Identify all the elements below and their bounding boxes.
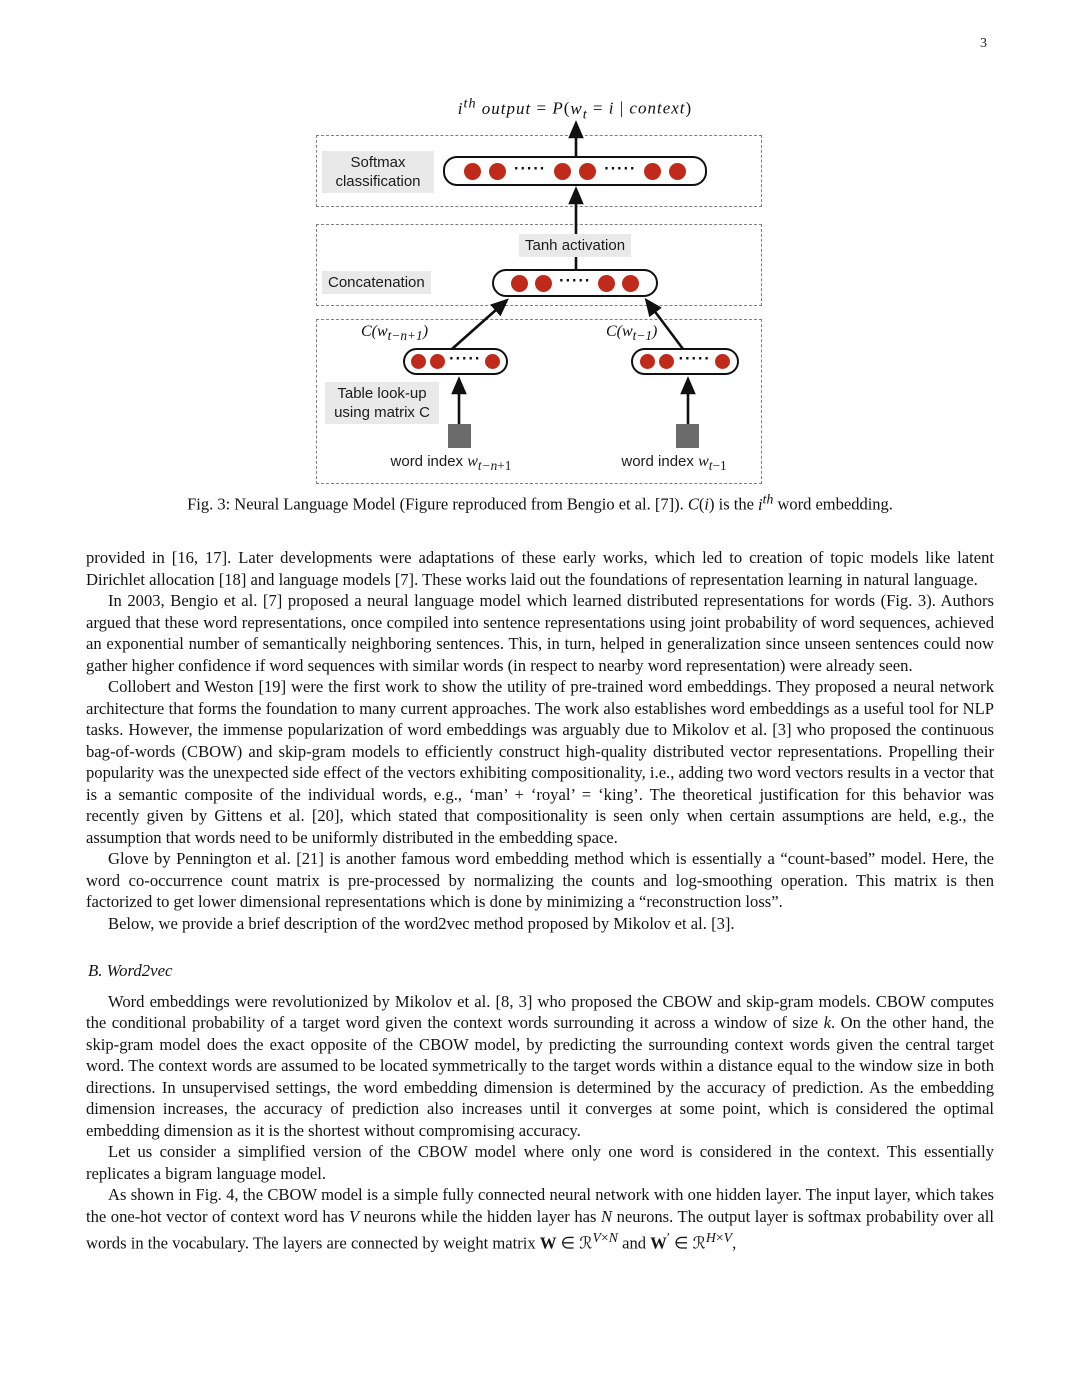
neuron-dot (669, 163, 686, 180)
neuron-dot (411, 354, 426, 369)
word-index-left-label: word index $w_{t-n+1}$ (390, 453, 512, 474)
tanh-activation-label: Tanh activation (519, 234, 631, 257)
neuron-dot (485, 354, 500, 369)
neuron-dot (511, 275, 528, 292)
neuron-dot (579, 163, 596, 180)
neuron-dot (489, 163, 506, 180)
neuron-dot (598, 275, 615, 292)
word-index-right-square (676, 424, 699, 448)
section-heading-word2vec: B. Word2vec (88, 961, 173, 980)
body-paragraph: Let us consider a simplified version of the CBOW model where only one word is considered in the context. This essentially replicates a bigram language model. (86, 1142, 994, 1183)
page-number: 3 (980, 36, 987, 51)
body-paragraph: Word embeddings were revolutionized by Mikolov et al. [8, 3] who proposed the CBOW and skip-gram models. CBOW computes the conditional probability of a target word given the context words surrounding it across a window of size k. On the other hand, the skip-gram model does the exact opposite of the CBOW model, by predicting the surrounding context words given the central target word. The context words are assumed to be located symmetrically to the target words within a distance equal to the window size in both directions. In unsupervised settings, the word embedding dimension is determined by the accuracy of prediction. As the embedding dimension increases, the accuracy of prediction also increases until it converges at some point, which is considered the optimal embedding dimension as it is the shortest without compromising accuracy. (86, 991, 994, 1140)
embedding-right-label: $C(w_{t-1})$ (606, 323, 658, 344)
ellipsis-dots: ····· (678, 352, 711, 367)
body-text (86, 547, 994, 1254)
softmax-neuron-row (443, 156, 707, 186)
body-paragraph: As shown in Fig. 4, the CBOW model is a simple fully connected neural network with one hidden layer. The input layer, which takes the one-hot vector of context word has V neurons while the hidden layer has N neurons. The output layer is softmax probability over all words in the vocabulary. The layers are connected by weight matrix W ∈ ℛ$^{V\times N}$ and W′ ∈ ℛ$^{H\times V}$, (86, 1185, 994, 1253)
ellipsis-dots: ····· (513, 161, 546, 177)
neuron-dot (464, 163, 481, 180)
left-embedding-neuron-row (403, 348, 508, 375)
ellipsis-dots: ····· (558, 273, 592, 289)
concatenation-neuron-row (492, 269, 658, 297)
embedding-left-label: $C(w_{t-n+1})$ (361, 323, 429, 344)
word-index-left-square (448, 424, 471, 448)
table-lookup-label: Table look-up using matrix C (325, 382, 439, 424)
neuron-dot (640, 354, 655, 369)
ellipsis-dots: ····· (448, 352, 482, 367)
right-embedding-neuron-row (631, 348, 739, 375)
neuron-dot (715, 354, 730, 369)
body-paragraph: Collobert and Weston [19] were the first work to show the utility of pre-trained word embeddings. They proposed a neural network architecture that forms the foundation to many current approaches. The work also establishes word embeddings as a useful tool for NLP tasks. However, the immense popularization of word embeddings was arguably due to Mikolov et al. [3] who proposed the continuous bag-of-words (CBOW) and skip-gram models to efficiently construct high-quality distributed vector representations. Propelling their popularity was the unexpected side effect of the vectors exhibiting compositionality, i.e., adding two word vectors results in a vector that is a semantic composite of the individual words, e.g., ‘man’ + ‘royal’ = ‘king’. The theoretical justification for this behavior was recently given by Gittens et al. [20], which stated that compositionality is seen only when certain assumptions are held, e.g., the assumption that words need to be uniformly distributed in the embedding space. (86, 677, 994, 847)
softmax-classification-label: Softmax classification (322, 151, 434, 193)
neuron-dot (622, 275, 639, 292)
body-paragraph: Glove by Pennington et al. [21] is another famous word embedding method which is essentially a “count-based” model. Here, the word co-occurrence count matrix is pre-processed by normalizing the counts and log-smoothing operation. This matrix is then factorized to get lower dimensional representations which is done by minimizing a “reconstruction loss”. (86, 849, 994, 911)
figure-neural-language-model (316, 95, 762, 487)
arrow-left-embedding-to-concat (452, 301, 506, 349)
output-formula: $i^{th}$ output = $P(w_t = i$ | context) (457, 95, 693, 123)
figure-caption: Fig. 3: Neural Language Model (Figure reproduced from Bengio et al. [7]). C(i) is the $i^{th}$ word embedding. (187, 491, 893, 514)
neuron-dot (535, 275, 552, 292)
neuron-dot (659, 354, 674, 369)
word-index-right-label: word index $w_{t-1}$ (621, 453, 727, 474)
body-paragraph: Below, we provide a brief description of the word2vec method proposed by Mikolov et al. [3]. (108, 913, 735, 933)
neuron-dot (554, 163, 571, 180)
neuron-dot (644, 163, 661, 180)
concatenation-label: Concatenation (322, 271, 431, 294)
ellipsis-dots: ····· (604, 161, 637, 177)
body-paragraph: provided in [16, 17]. Later developments were adaptations of these early works, which led to creation of topic models like latent Dirichlet allocation [18] and language models [7]. These works laid out the foundations of representation learning in natural language. (86, 548, 994, 589)
body-paragraph: In 2003, Bengio et al. [7] proposed a neural language model which learned distributed representations for words (Fig. 3). Authors argued that these word representations, once compiled into sentence representations using joint probability of word sequences, achieved an exponential number of semantically neighboring sentences. This, in turn, helped in generalization since unseen sentences could now gather higher confidence if word sequences with similar words (in respect to nearby word representation) were already seen. (86, 591, 994, 675)
neuron-dot (430, 354, 445, 369)
